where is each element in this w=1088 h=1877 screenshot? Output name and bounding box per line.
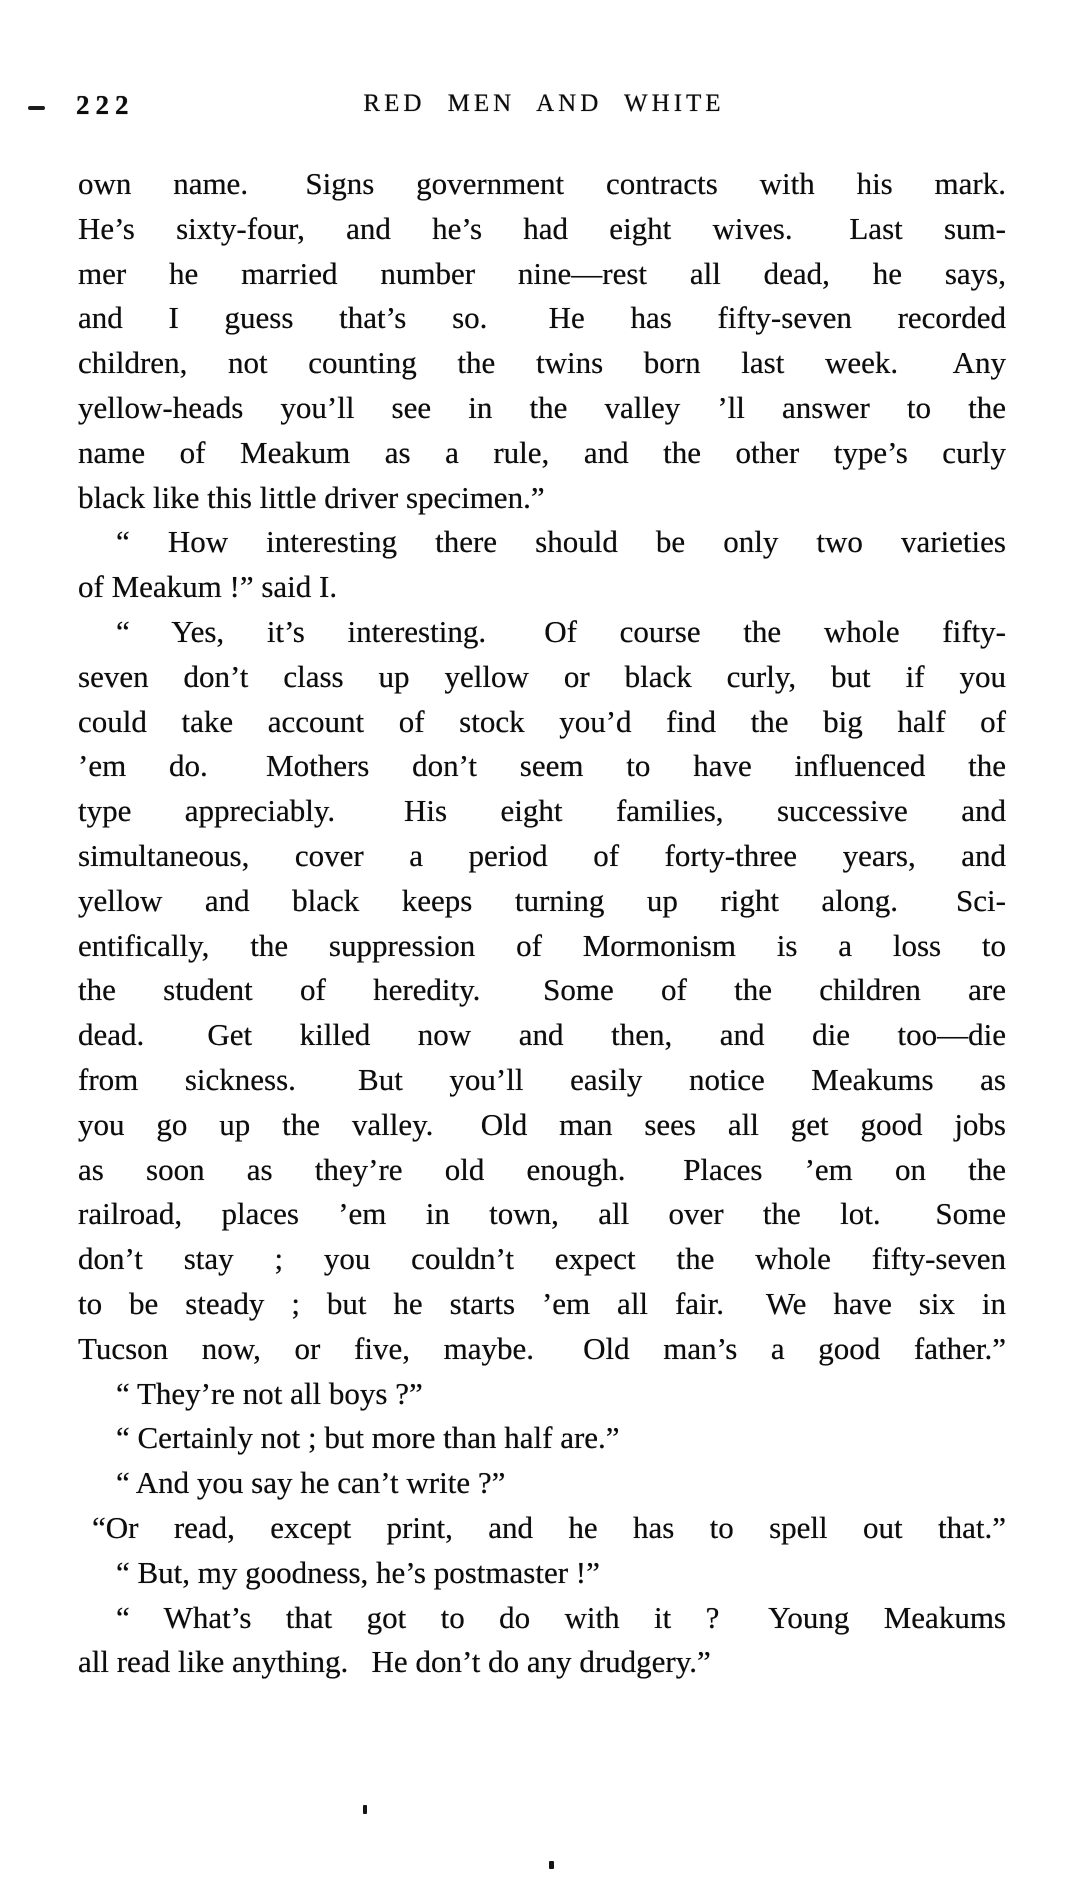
text-line: you go up the valley. Old man sees all get good jobs: [78, 1106, 1006, 1142]
text-line: the student of heredity. Some of the children are: [78, 972, 1006, 1008]
text-line: Tucson now, or five, maybe. Old man’s a good father.”: [78, 1330, 1006, 1366]
text-line: of Meakum !” said I.: [78, 569, 338, 605]
text-line: don’t stay ; you couldn’t expect the whole fifty-seven: [78, 1241, 1006, 1277]
text-line: from sickness. But you’ll easily notice Meakums as: [78, 1061, 1006, 1097]
text-line: “ They’re not all boys ?”: [116, 1375, 423, 1411]
text-line: simultaneous, cover a period of forty-three years, and: [78, 837, 1006, 873]
text-line: ’em do. Mothers don’t seem to have influenced the: [78, 748, 1006, 784]
text-line: “ What’s that got to do with it ? Young Meakums: [116, 1599, 1006, 1635]
text-line: as soon as they’re old enough. Places ’em on the: [78, 1151, 1006, 1187]
text-line: “ How interesting there should be only two varieties: [116, 524, 1006, 560]
scan-speck: [549, 1861, 554, 1869]
text-line: dead. Get killed now and then, and die too—die: [78, 1017, 1006, 1053]
text-line: railroad, places ’em in town, all over the lot. Some: [78, 1196, 1006, 1232]
text-line: to be steady ; but he starts ’em all fair. We have six in: [78, 1285, 1006, 1321]
text-line: He’s sixty-four, and he’s had eight wives. Last sum-: [78, 210, 1006, 246]
text-line: own name. Signs government contracts with his mark.: [78, 166, 1006, 201]
text-line: “ Yes, it’s interesting. Of course the whole fifty-: [116, 613, 1006, 649]
text-line: children, not counting the twins born last week. Any: [78, 345, 1006, 381]
text-line: name of Meakum as a rule, and the other type’s curly: [78, 434, 1006, 470]
text-line: entifically, the suppression of Mormonism is a loss to: [78, 927, 1006, 963]
text-line: type appreciably. His eight families, successive and: [78, 793, 1006, 829]
text-line: “ And you say he can’t write ?”: [116, 1465, 506, 1501]
page-number: 222: [76, 90, 135, 120]
page-text-block: [78, 162, 1006, 1685]
text-line: all read like anything. He don’t do any drudgery.”: [78, 1644, 711, 1680]
text-line: yellow and black keeps turning up right along. Sci-: [78, 882, 1006, 918]
text-line: could take account of stock you’d find the big half of: [78, 703, 1006, 739]
text-line: seven don’t class up yellow or black curly, but if you: [78, 658, 1006, 694]
text-line: “ But, my goodness, he’s postmaster !”: [116, 1554, 600, 1590]
text-line: “ Certainly not ; but more than half are.”: [116, 1420, 620, 1456]
text-line: yellow-heads you’ll see in the valley ’ll answer to the: [78, 389, 1006, 425]
scan-speck: [363, 1805, 367, 1814]
text-line: black like this little driver specimen.”: [78, 479, 545, 515]
text-line: and I guess that’s so. He has fifty-seven recorded: [78, 300, 1006, 336]
text-line: “Or read, except print, and he has to spell out that.”: [92, 1509, 1006, 1545]
text-line: mer he married number nine—rest all dead, he says,: [78, 255, 1006, 291]
running-title: RED MEN AND WHITE: [363, 90, 725, 117]
